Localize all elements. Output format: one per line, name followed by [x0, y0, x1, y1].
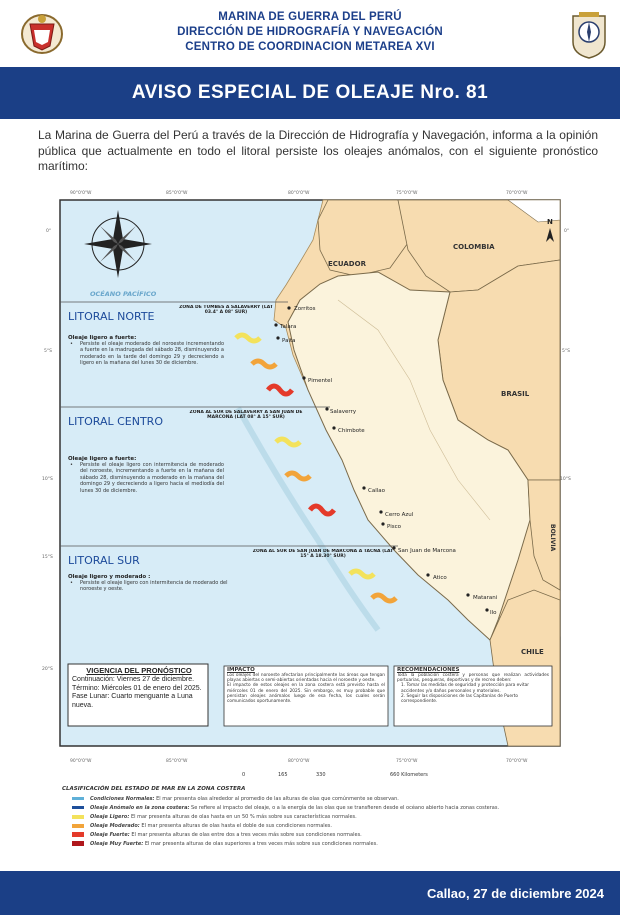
- zone-center-name: LITORAL CENTRO: [68, 415, 163, 428]
- scale-label-1: 165: [278, 772, 288, 778]
- city-zorritos: Zorritos: [294, 306, 316, 312]
- lon-label-bottom-4: 75°0'0"W: [396, 759, 418, 764]
- lat-label-right-3: 10°S: [560, 477, 571, 482]
- legend-text-moderado: El mar presenta alturas de olas hasta el doble de sus condiciones normales.: [141, 823, 332, 829]
- city-san-juan-de-marcona: San Juan de Marcona: [398, 548, 456, 554]
- vigencia-line-2: Término: Miércoles 01 de enero del 2025.: [72, 684, 202, 692]
- legend-label-ligero: Oleaje Ligero:: [90, 814, 130, 820]
- legend-text-ligero: El mar presenta alturas de olas hasta en un 50 % más sobre sus características normales.: [130, 814, 357, 820]
- impacto-p2: El impacto de estos oleajes en la zona costera está previsto hasta el miércoles 01 de enero del 2025. Sin embargo, es muy probable que persistan oleajes anómalos luego de esa fecha, los cuales serán comunicados oportunamente.: [227, 683, 385, 705]
- lat-label-3: 10°S: [42, 477, 53, 482]
- zone-north-text: Persiste el oleaje moderado del noroeste incrementando a fuerte en la madrugada del sábado 28, disminuyendo a moderado en la tarde del domingo 29 y decreciendo a ligero en la mañana del lunes 30 de diciembre.: [80, 341, 224, 367]
- intro-paragraph: La Marina de Guerra del Perú a través de la Dirección de Hidrografía y Navegación, informa a la opinión pública que actualmente en todo el litoral persiste los oleajes anómalos, con el siguiente pronóstico marítimo:: [38, 128, 598, 173]
- recomendaciones-item-2: 2. Seguir las disposiciones de las Capitanías de Puerto correspondiente.: [401, 693, 519, 705]
- footer-date: Callao, 27 de diciembre 2024: [426, 886, 604, 901]
- city-salaverry: Salaverry: [330, 409, 357, 415]
- lat-label-right-1: 0°: [564, 229, 570, 234]
- legend-text-muy-fuerte: El mar presenta alturas de olas superiores a tres veces más sobre sus condiciones normales.: [144, 841, 378, 847]
- label-brasil: BRASIL: [501, 390, 530, 398]
- city-cerro-azul: Cerro Azul: [385, 512, 414, 518]
- lon-label-2: 85°0'0"W: [166, 191, 188, 196]
- lon-label-bottom-3: 80°0'0"W: [288, 759, 310, 764]
- city-paita: Paita: [282, 338, 296, 344]
- lat-label-2: 5°S: [44, 349, 52, 354]
- hydrography-emblem-icon: [567, 10, 611, 56]
- label-bolivia: BOLIVIA: [549, 524, 556, 552]
- legend-label-anomalo: Oleaje Anómalo en la zona costera:: [90, 805, 190, 811]
- legend-label-muy-fuerte: Oleaje Muy Fuerte:: [90, 841, 144, 847]
- zone-south-name: LITORAL SUR: [68, 554, 140, 567]
- wave-light-icon: [72, 815, 84, 819]
- footer-bar: [0, 871, 620, 915]
- lon-label-5: 70°0'0"W: [506, 191, 528, 196]
- bulletin-title: AVISO ESPECIAL DE OLEAJE Nro. 81: [0, 67, 620, 119]
- label-colombia: COLOMBIA: [453, 243, 495, 251]
- zone-north-heading: Oleaje ligero a fuerte:: [68, 335, 137, 341]
- north-label: N: [547, 218, 553, 226]
- zone-center-text: Persiste el oleaje ligero con intermitencia de moderado del noroeste, incrementando a fuerte en la mañana del sábado 28, disminuyendo a moderado en la mañana del domingo 29 y decreciendo a ligero hacia el mediodía del lunes 30 de diciembre.: [80, 462, 224, 494]
- legend-row-moderado: [72, 823, 332, 829]
- vigencia-title: VIGENCIA DEL PRONÓSTICO: [86, 666, 192, 675]
- wave-moderate-icon: [72, 824, 84, 828]
- lon-label-bottom-2: 85°0'0"W: [166, 759, 188, 764]
- legend-row-fuerte: [72, 832, 362, 838]
- lat-label-5: 20°S: [42, 667, 53, 672]
- legend-row-muy-fuerte: [72, 841, 378, 847]
- lat-label-1: 0°: [46, 229, 52, 234]
- navy-emblem-icon: [20, 10, 64, 56]
- recomendaciones-item-1: 1. Tomar las medidas de seguridad y protección para evitar accidentes y/o daños personales y materiales.: [401, 683, 530, 694]
- legend-row-anomalo: [72, 805, 499, 811]
- scale-label-2: 330: [316, 772, 326, 778]
- city-ilo: Ilo: [490, 610, 497, 616]
- city-talara: Talara: [280, 324, 297, 330]
- lat-label-right-2: 5°S: [562, 349, 570, 354]
- lat-label-4: 15°S: [42, 555, 53, 560]
- label-ecuador: ECUADOR: [328, 260, 366, 268]
- lon-label-bottom-5: 70°0'0"W: [506, 759, 528, 764]
- city-matarani: Matarani: [473, 595, 498, 601]
- letterhead: [0, 0, 620, 66]
- legend-title: CLASIFICACIÓN DEL ESTADO DE MAR EN LA ZONA COSTERA: [62, 786, 246, 792]
- recomendaciones-title: RECOMENDACIONES: [397, 667, 460, 673]
- zone-center-heading: Oleaje ligero a fuerte:: [68, 456, 137, 462]
- org-line-3: CENTRO DE COORDINACION METAREA XVI: [185, 41, 435, 53]
- org-line-2: DIRECCIÓN DE HIDROGRAFÍA Y NAVEGACIÓN: [177, 26, 443, 38]
- zone-south-text: Persiste el oleaje ligero con intermitencia de moderado del noroeste y oeste.: [80, 580, 228, 593]
- vigencia-line-3: Fase Lunar: Cuarto menguante a Luna nueva.: [72, 693, 193, 709]
- lon-label-bottom-1: 90°0'0"W: [70, 759, 92, 764]
- legend-label-fuerte: Oleaje Fuerte:: [90, 832, 130, 838]
- city-callao: Callao: [368, 488, 386, 494]
- wave-normal-icon: [72, 797, 84, 800]
- zone-center-range: ZONA AL SUR DE SALAVERRY A SAN JUAN DE MARCONA (LAT 08° A 15° SUR): [189, 410, 303, 420]
- impacto-title: IMPACTO: [227, 667, 255, 673]
- zone-south-range: ZONA AL SUR DE SAN JUAN DE MARCONA A TACNA (LAT 15° A 18.30° SUR): [252, 549, 394, 559]
- wave-strong-icon: [72, 832, 84, 837]
- wave-anomalous-icon: [72, 806, 84, 809]
- lon-label-1: 90°0'0"W: [70, 191, 92, 196]
- lon-label-3: 80°0'0"W: [288, 191, 310, 196]
- impacto-p1: Los oleajes del noroeste afectarían principalmente las áreas que tengan playas abiertas o semi-abiertas orientadas hacia el noroeste y oeste.: [227, 673, 385, 684]
- legend-text-fuerte: El mar presenta alturas de olas entre dos a tres veces más sobre sus condiciones normales.: [131, 832, 362, 838]
- legend-text-anomalo: Se refiere al impacto del oleaje, o a la energía de las olas que se transfieren desde el océano abierto hacia zonas costeras.: [191, 805, 500, 811]
- org-line-1: MARINA DE GUERRA DEL PERÚ: [218, 11, 402, 23]
- ocean-label: OCÉANO PACÍFICO: [90, 290, 157, 298]
- legend-label-moderado: Oleaje Moderado:: [90, 823, 140, 829]
- scale-label-0: 0: [242, 772, 246, 778]
- city-pimentel: Pimentel: [308, 378, 333, 384]
- lon-label-4: 75°0'0"W: [396, 191, 418, 196]
- zone-south-heading: Oleaje ligero y moderado :: [68, 574, 151, 580]
- label-chile: CHILE: [521, 648, 544, 656]
- scale-label-3: 660 Kilometers: [390, 772, 428, 778]
- wave-very-strong-icon: [72, 841, 84, 846]
- legend-row-ligero: [72, 814, 357, 820]
- zone-north-name: LITORAL NORTE: [68, 310, 155, 323]
- sea-state-legend: [62, 786, 582, 792]
- vigencia-line-1: Continuación: Viernes 27 de diciembre.: [72, 676, 195, 683]
- legend-row-normal: [72, 796, 399, 802]
- city-chimbote: Chimbote: [338, 428, 365, 434]
- recomendaciones-intro: Toda la población costera y personas que realizan actividades portuarias, pesqueras, deportivas y de recreo deben:: [397, 673, 549, 684]
- zone-north-range: ZONA DE TUMBES A SALAVERRY (LAT 03.4° A 08° SUR): [179, 305, 273, 315]
- legend-text-normal: El mar presenta olas alrededor al promedio de las alturas de olas que comúnmente se observan.: [156, 796, 399, 802]
- forecast-map: 90°0'0"W 85°0'0"W 80°0'0"W 75°0'0"W 70°0'0"W 90°0'0"W 85°0'0"W 80°0'0"W 75°0'0"W 70°0'0"W 0° 5°S 10°S 15°S 20°S 0° 5°S 10°S ECUADOR COLOMBIA BRASIL BOLIVIA CHILE N OCÉANO PACÍFICO Zorritos Talara Paita Pimentel Salaverry Chimbote Callao Cerro Azul Pisco San Juan de Marcona Atico Matarani Ilo LITORAL NORTE ZONA DE TUMBES A SALAVERRY (LAT 03.4° A 08° SUR) Oleaje ligero a fuerte: • Persiste el oleaje moderado del noroeste incrementando a fuerte en la madrugada del sábado 28, disminuyendo a moderado en la tarde del domingo 29 y decreciendo a ligero en la mañana del lunes 30 de diciembre. LITORAL CENTRO ZONA AL SUR DE SALAVERRY A SAN JUAN DE MARCONA (LAT 08° A 15° SUR) Oleaje ligero a fuerte: • Persiste el oleaje ligero con intermitencia de moderado del noroeste, incrementando a fuerte en la mañana del sábado 28, disminuyendo a moderado en la mañana del domingo 29 y decreciendo a ligero hacia el mediodía del lunes 30 de diciembre. LITORAL SUR ZONA AL SUR DE SAN JUAN DE MARCONA A TACNA (LAT 15° A 18.30° SUR) Oleaje ligero y moderado : • Persiste el oleaje ligero con intermitencia de moderado del noroeste y oeste. VIGENCIA DEL PRONÓSTICO Continuación: Viernes 27 de diciembre. Término: Miércoles 01 de enero del 2025. Fase Lunar: Cuarto menguante a Luna nueva. IMPACTO Los oleajes del noroeste afectarían principalmente las áreas que tengan playas abiertas o semi-abiertas orientadas hacia el noroeste y oeste. El impacto de estos oleajes en la zona costera está previsto hasta el miércoles 01 de enero del 2025. Sin embargo, es muy probable que persistan oleajes anómalos luego de esa fecha, los cuales serán comunicados oportunamente. RECOMENDACIONES Toda la población costera y personas que realizan actividades portuarias, pesqueras, deportivas y de recreo deben: 1. Tomar las medidas de seguridad y protección para evitar accidentes y/o daños personales y materiales. 2. Seguir las disposiciones de las Capitanías de Puerto correspondiente.: [38, 180, 584, 766]
- city-atico: Atico: [433, 575, 447, 581]
- city-pisco: Pisco: [387, 524, 401, 530]
- legend-label-normal: Condiciones Normales:: [90, 796, 155, 802]
